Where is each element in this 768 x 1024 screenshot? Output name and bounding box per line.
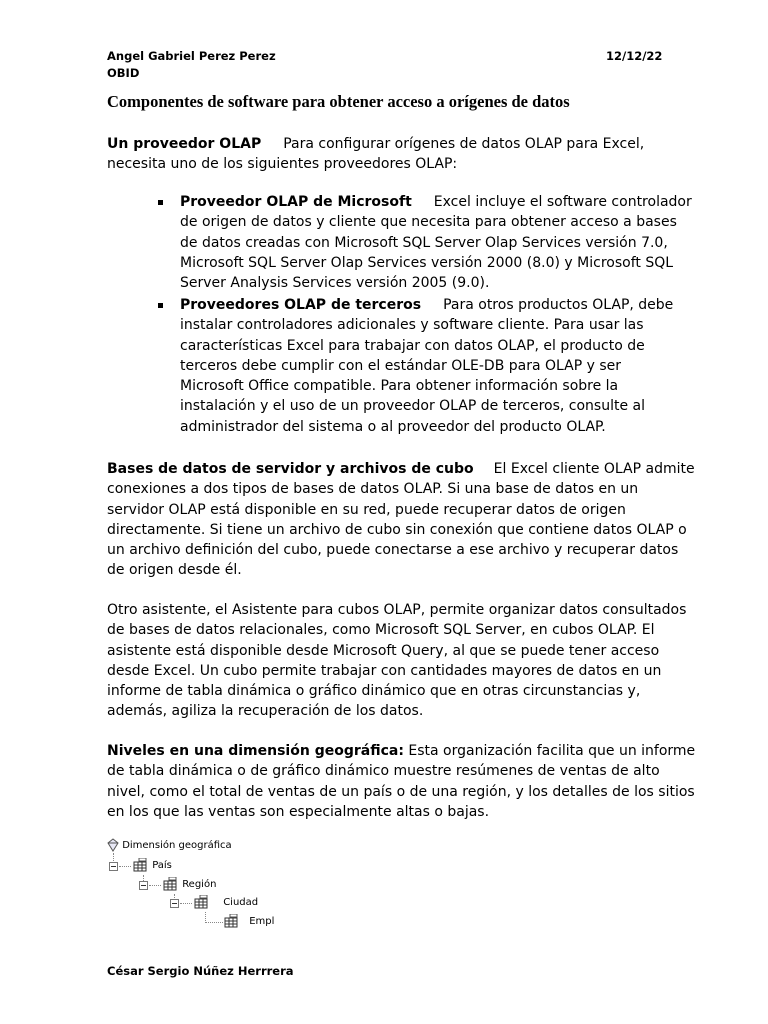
footer-author: César Sergio Núñez Herrrera — [107, 964, 294, 978]
level-icon — [194, 895, 208, 909]
bullet-icon — [158, 200, 163, 205]
collapse-icon[interactable] — [170, 899, 179, 908]
bullet-icon — [158, 303, 163, 308]
level-icon — [163, 877, 177, 891]
level-icon — [224, 914, 238, 928]
cube-icon — [107, 838, 119, 852]
collapse-icon[interactable] — [139, 881, 148, 890]
section-term: Un proveedor OLAP — [107, 136, 262, 152]
header-date: 12/12/22 — [606, 49, 663, 63]
level-icon — [133, 858, 147, 872]
tree-root: Dimensión geográfica — [107, 838, 232, 854]
section-geo-levels: Niveles en una dimensión geográfica: Esta organización facilita que un informe de tabla dinámica o de gráfico dinámico muestre resúmenes de ventas de alto nivel, como el total de ventas de un país o de una región, y los detalles de los sitios en los que las ventas son especialmente altas o bajas. — [107, 743, 696, 820]
section-cube-wizard: Otro asistente, el Asistente para cubos OLAP, permite organizar datos consultados de bases de datos relacionales, como Microsoft SQL Server, en cubos OLAP. El asistente está disponible desde Microsoft Query, al que se puede tener acceso desde Excel. Un cubo permite trabajar con cantidades mayores de datos en un informe de tabla dinámica o gráfico dinámico que en otras circunstancias y, además, agiliza la recuperación de los datos. — [107, 602, 687, 720]
bullet-item-third-party: Proveedores OLAP de terceros Para otros productos OLAP, debe instalar controladores adicionales y software cliente. Para usar las características Excel para trabajar con datos OLAP, el producto de terceros debe cumplir con el estándar OLE-DB para OLAP y ser Microsoft Office compatible. Para obtener información sobre la instalación y el uso de un proveedor OLAP de terceros, consulte al administrador del sistema o al proveedor del producto OLAP. — [180, 297, 674, 435]
tree-level-region[interactable]: Región — [163, 877, 216, 893]
tree-level-empl[interactable]: Empl — [224, 914, 274, 930]
section-server-cube: Bases de datos de servidor y archivos de cubo El Excel cliente OLAP admite conexiones a dos tipos de bases de datos OLAP. Si una base de datos en un servidor OLAP está disponible en su red, puede recuperar datos de origen directamente. Si tiene un archivo de cubo sin conexión que contiene datos OLAP o un archivo definición del cubo, puede conectarse a ese archivo y recuperar datos de origen desde él. — [107, 461, 695, 579]
page-title: Componentes de software para obtener acceso a orígenes de datos — [107, 92, 570, 111]
header-author: Angel Gabriel Perez Perez — [107, 49, 276, 63]
bullet-item-microsoft: Proveedor OLAP de Microsoft Excel incluye el software controlador de origen de datos y cliente que necesita para obtener acceso a bases de datos creadas con Microsoft SQL Server Olap Services versión 7.0, Microsoft SQL Server Olap Services versión 2000 (8.0) y Microsoft SQL Server Analysis Services versión 2005 (9.0). — [180, 194, 692, 292]
header-org: OBID — [107, 66, 140, 80]
tree-level-ciudad[interactable]: Ciudad — [194, 895, 258, 911]
section-olap-provider: Un proveedor OLAP Para configurar orígenes de datos OLAP para Excel, necesita uno de los siguientes proveedores OLAP: — [107, 136, 645, 173]
collapse-icon[interactable] — [109, 862, 118, 871]
tree-level-pais[interactable]: País — [133, 858, 172, 874]
